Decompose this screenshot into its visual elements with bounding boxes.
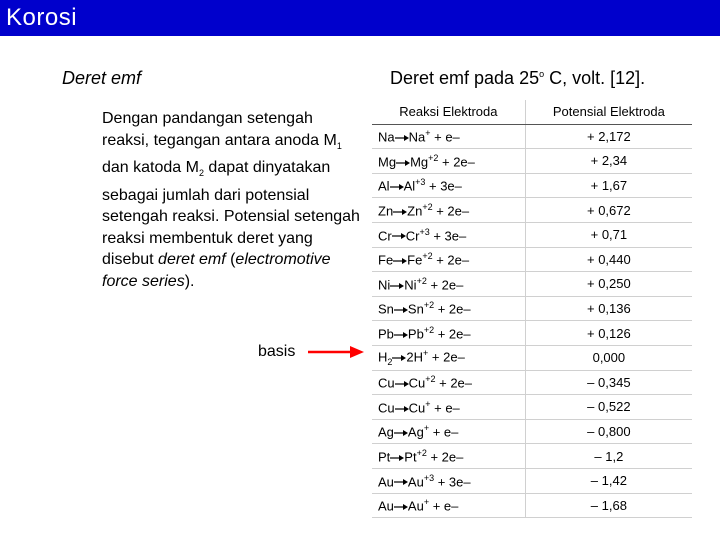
- arrow-icon: [390, 183, 404, 191]
- reactant: Cu: [378, 375, 395, 391]
- arrow-icon: [394, 503, 408, 511]
- electrons: + 3e–: [429, 227, 467, 243]
- product: Al: [403, 178, 416, 194]
- product: Sn: [407, 301, 424, 317]
- reaction-cell: [372, 321, 525, 346]
- reactant: Ag: [378, 424, 394, 440]
- charge: +3: [423, 472, 435, 483]
- reaction-cell: [372, 198, 525, 223]
- product: Mg: [410, 154, 429, 170]
- table-row: [372, 493, 692, 518]
- reaction-cell: [372, 419, 525, 444]
- table-row: [372, 419, 692, 444]
- body-text-part: ).: [184, 272, 195, 290]
- product: Fe: [407, 252, 423, 268]
- col-header-reaction: Reaksi Elektroda: [372, 100, 525, 124]
- reactant: Au: [378, 473, 394, 489]
- table-header-row: [372, 100, 692, 124]
- reaction-cell: [372, 222, 525, 247]
- reactant: H: [378, 349, 388, 365]
- reactant: Na: [378, 129, 395, 145]
- potential-cell: + 0,126: [525, 321, 692, 346]
- electrons: + e–: [429, 424, 459, 440]
- body-text-part: (: [225, 251, 236, 269]
- arrow-icon: [390, 454, 404, 462]
- reaction-cell: [372, 493, 525, 518]
- potential-cell: + 0,672: [525, 198, 692, 223]
- col-header-potential: Potensial Elektroda: [525, 100, 692, 124]
- charge: +: [423, 423, 430, 434]
- reaction-cell: [372, 272, 525, 297]
- potential-cell: – 0,522: [525, 395, 692, 420]
- potential-cell: – 1,2: [525, 444, 692, 469]
- reaction-cell: [372, 370, 525, 395]
- table-row: [372, 395, 692, 420]
- reaction-cell: [372, 247, 525, 272]
- reactant: Sn: [378, 301, 394, 317]
- potential-cell: + 0,71: [525, 222, 692, 247]
- emf-table: [372, 100, 692, 518]
- electrons: + e–: [429, 498, 459, 514]
- table-row: [372, 247, 692, 272]
- reactant: Au: [378, 498, 394, 514]
- charge: +: [423, 348, 429, 359]
- arrow-icon: [394, 429, 408, 437]
- reactant: Mg: [378, 154, 397, 170]
- subscript: 2: [387, 357, 393, 368]
- reaction-cell: [372, 173, 525, 198]
- reactant: Fe: [378, 252, 394, 268]
- arrow-icon: [395, 405, 409, 413]
- product: Pt: [404, 449, 417, 465]
- arrow-icon: [395, 380, 409, 388]
- electrons: + 2e–: [438, 154, 475, 170]
- table-row: [372, 198, 692, 223]
- potential-cell: + 1,67: [525, 173, 692, 198]
- reactant: Cu: [378, 400, 395, 416]
- table-row: [372, 149, 692, 174]
- basis-arrow-icon: [306, 343, 366, 361]
- reactant: Cr: [378, 227, 392, 243]
- charge: +3: [415, 177, 426, 188]
- potential-cell: – 0,800: [525, 419, 692, 444]
- product: Na: [408, 129, 426, 145]
- table-row: [372, 124, 692, 149]
- product: Au: [407, 473, 424, 489]
- charge: +: [425, 398, 431, 409]
- table-row: [372, 444, 692, 469]
- italic-term: deret emf: [158, 251, 226, 269]
- basis-label: basis: [258, 343, 296, 360]
- table-row: [372, 370, 692, 395]
- body-text-part: dapat dinyatakan sebagai jumlah dari potensial setengah reaksi. Potensial setengah reaksi membentuk deret yang disebut: [102, 159, 360, 269]
- charge: +2: [425, 374, 436, 385]
- electrons: + 2e–: [434, 326, 471, 342]
- potential-cell: – 1,42: [525, 468, 692, 493]
- arrow-icon: [392, 354, 406, 362]
- reactant: Ni: [378, 277, 391, 293]
- charge: +: [423, 497, 430, 508]
- reaction-cell: [372, 124, 525, 149]
- arrow-icon: [395, 134, 409, 142]
- electrons: + e–: [430, 129, 460, 145]
- reaction-cell: [372, 149, 525, 174]
- product: Pb: [407, 326, 424, 342]
- charge: +: [425, 128, 431, 139]
- reactant: Al: [378, 178, 390, 194]
- product: Zn: [407, 203, 423, 219]
- potential-cell: 0,000: [525, 345, 692, 370]
- section-heading: Deret emf: [62, 68, 142, 88]
- potential-cell: – 1,68: [525, 493, 692, 518]
- reactant: Pb: [378, 326, 394, 342]
- charge: +2: [416, 447, 427, 458]
- product: Au: [407, 498, 424, 514]
- arrow-icon: [394, 478, 408, 486]
- arrow-icon: [393, 257, 407, 265]
- charge: +2: [422, 202, 433, 212]
- reaction-cell: [372, 345, 525, 370]
- electrons: + 2e–: [426, 449, 464, 465]
- superscript: o: [539, 69, 545, 79]
- electrons: + 2e–: [435, 375, 473, 391]
- reaction-cell: [372, 444, 525, 469]
- electrons: + 2e–: [434, 301, 471, 317]
- table-title: [390, 68, 645, 89]
- product: 2H: [406, 349, 424, 365]
- reaction-cell: [372, 395, 525, 420]
- title-bar: [0, 0, 720, 36]
- potential-cell: + 0,250: [525, 272, 692, 297]
- reaction-cell: [372, 296, 525, 321]
- table-row: [372, 468, 692, 493]
- reactant: Zn: [378, 203, 394, 219]
- table-row: [372, 321, 692, 346]
- arrow-icon: [394, 306, 408, 314]
- electrons: + 2e–: [432, 252, 470, 268]
- potential-cell: + 0,440: [525, 247, 692, 272]
- charge: +3: [419, 226, 430, 237]
- body-text-part: Dengan pandangan setengah reaksi, tegangan antara anoda M: [102, 110, 337, 149]
- charge: +2: [423, 300, 435, 311]
- electrons: + 3e–: [434, 473, 471, 489]
- arrow-icon: [392, 232, 406, 240]
- charge: +2: [423, 324, 435, 335]
- potential-cell: + 2,172: [525, 124, 692, 149]
- body-text-part: dan katoda M: [102, 159, 199, 177]
- table-row: [372, 296, 692, 321]
- arrow-icon: [393, 208, 407, 216]
- electrons: + 2e–: [432, 203, 470, 219]
- table-title-text: C, volt. [12].: [544, 68, 646, 88]
- product: Cu: [408, 375, 426, 391]
- page-title: Korosi: [6, 4, 78, 31]
- charge: +2: [428, 152, 439, 163]
- potential-cell: – 0,345: [525, 370, 692, 395]
- subscript: 2: [198, 168, 204, 179]
- product: Cr: [405, 227, 420, 243]
- electrons: + e–: [430, 400, 460, 416]
- product: Ni: [404, 277, 417, 293]
- subscript: 1: [336, 140, 342, 151]
- arrow-icon: [394, 331, 408, 339]
- product: Ag: [407, 424, 424, 440]
- table-row: [372, 272, 692, 297]
- reaction-cell: [372, 468, 525, 493]
- product: Cu: [408, 400, 426, 416]
- italic-term: electromotive force series: [102, 251, 331, 290]
- electrons: + 2e–: [428, 349, 465, 365]
- table-row: [372, 173, 692, 198]
- body-paragraph: [102, 108, 362, 292]
- charge: +2: [416, 275, 427, 286]
- arrow-icon: [390, 282, 404, 290]
- table-row: [372, 222, 692, 247]
- potential-cell: + 2,34: [525, 149, 692, 174]
- table-row: [372, 345, 692, 370]
- arrow-icon: [396, 159, 410, 167]
- table-title-text: Deret emf pada 25: [390, 68, 540, 88]
- potential-cell: + 0,136: [525, 296, 692, 321]
- reactant: Pt: [378, 449, 391, 465]
- electrons: + 2e–: [426, 277, 464, 293]
- electrons: + 3e–: [425, 178, 462, 194]
- charge: +2: [422, 251, 433, 262]
